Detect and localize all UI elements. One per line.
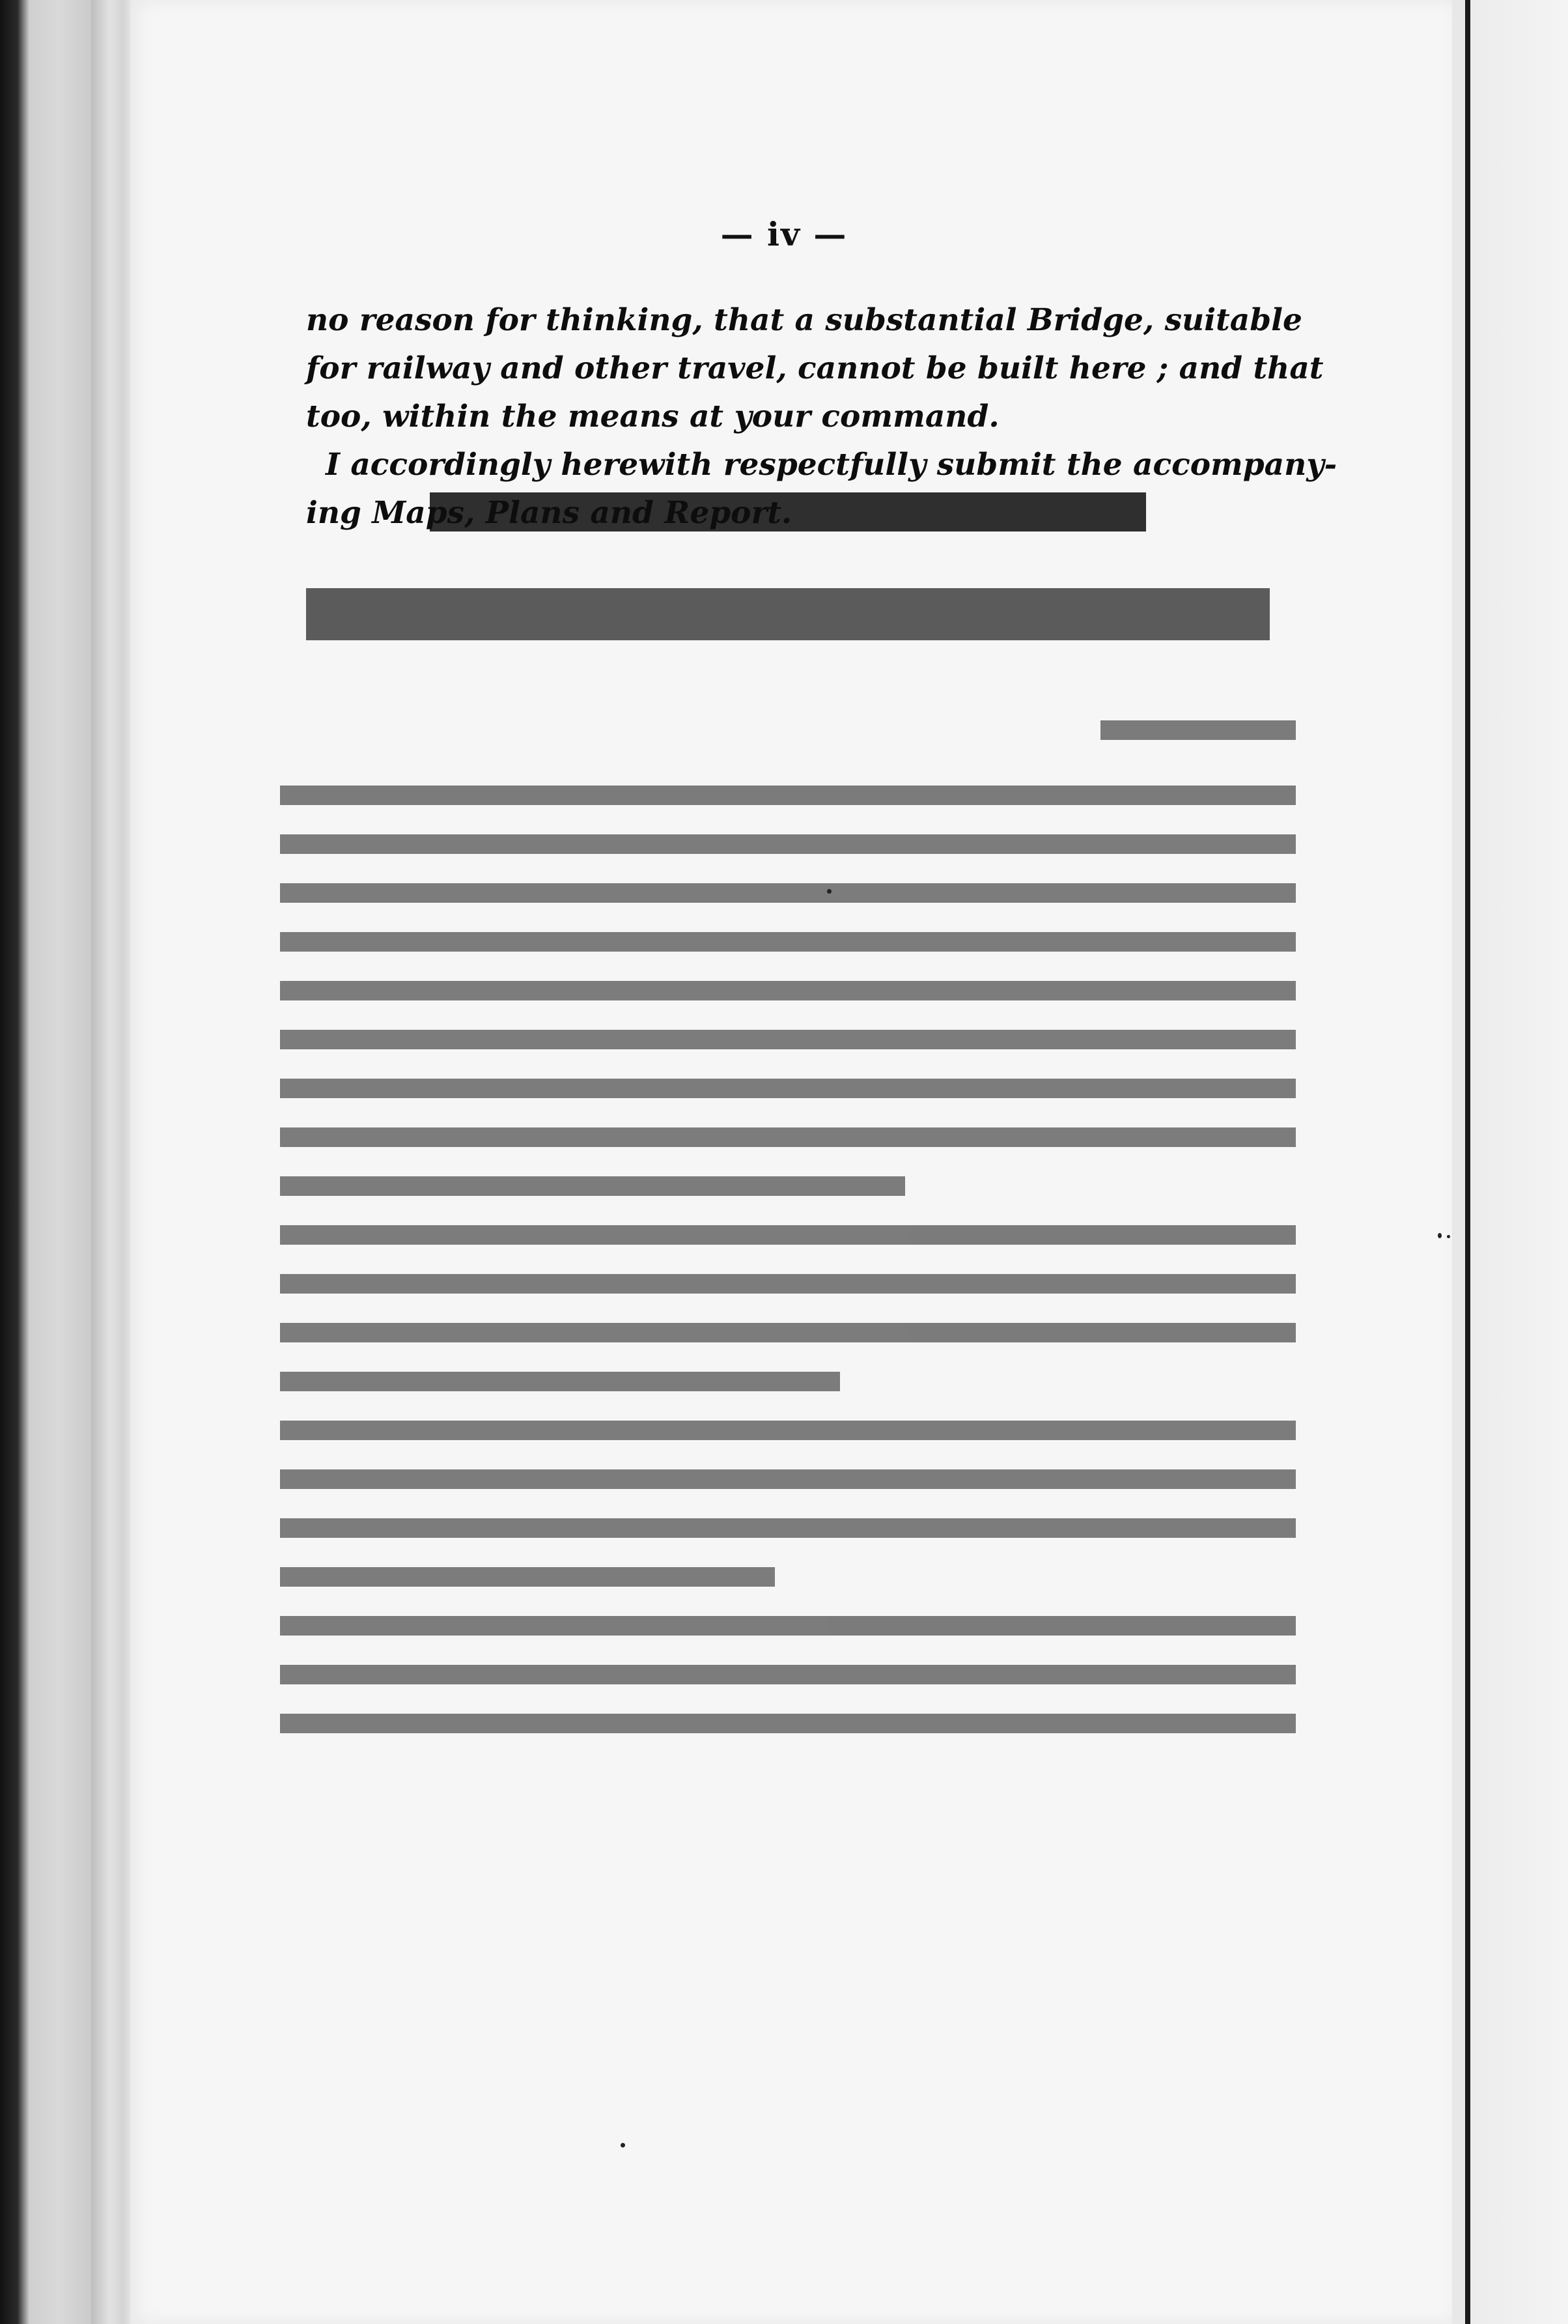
paragraph-1 bbox=[306, 296, 1324, 441]
scan-right-divider bbox=[1465, 0, 1470, 2324]
page-right-edge bbox=[1452, 0, 1465, 2324]
page-number-text: — iv — bbox=[720, 215, 848, 253]
show-through-body-lines bbox=[280, 720, 1296, 1763]
scan-right-strip bbox=[1470, 0, 1568, 2324]
body-text bbox=[306, 296, 1337, 537]
scan-speck bbox=[10, 1198, 14, 1204]
text-line: I accordingly herewith respectfully submit the accompany- bbox=[326, 447, 1337, 483]
scan-speck bbox=[1438, 1233, 1442, 1238]
text-line: ing Maps, Plans and Report. bbox=[306, 495, 792, 531]
scan-speck bbox=[621, 2143, 625, 2147]
scan-speck bbox=[1447, 1235, 1450, 1238]
scan-left-edge bbox=[0, 0, 98, 2324]
show-through-body bbox=[280, 720, 1296, 1765]
page-number bbox=[0, 215, 1568, 253]
show-through-reverse-page bbox=[280, 391, 1337, 1765]
text-line: no reason for thinking, that a substantial Bridge, suitable bbox=[306, 302, 1302, 338]
paragraph-2 bbox=[306, 441, 1337, 537]
text-line: too, within the means at your command. bbox=[306, 399, 1000, 434]
show-through-heading bbox=[280, 578, 1296, 668]
show-through-heading-shape bbox=[306, 578, 1270, 650]
text-line: for railway and other travel, cannot be built here ; and that bbox=[306, 350, 1324, 386]
scan-speck bbox=[827, 889, 832, 894]
